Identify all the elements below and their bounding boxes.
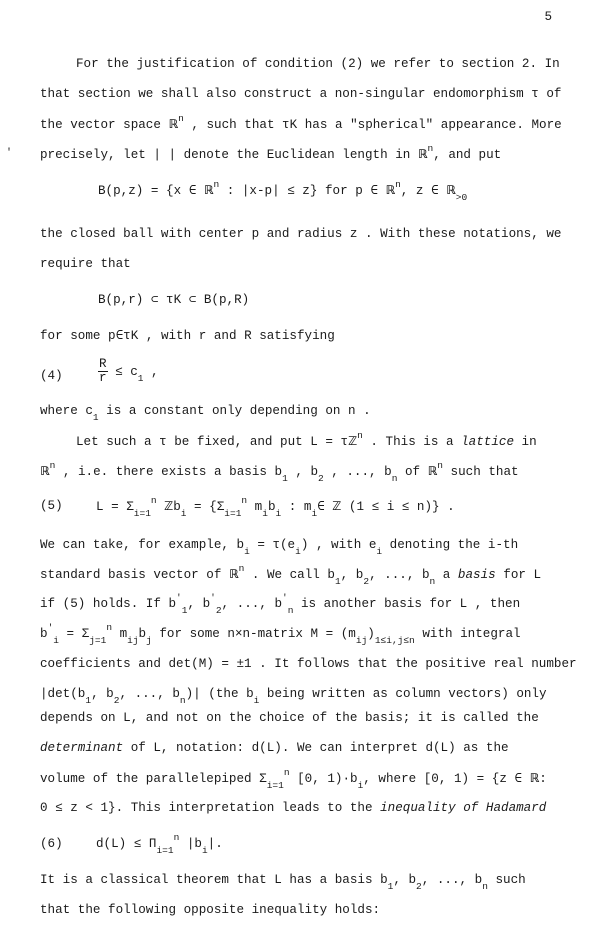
text-line: coefficients and det(M) = ±1 . It follows that the positive real number [40, 657, 577, 671]
text-line: $|\det(b_1$, $b_2$, ..., $b_n)|$ (the $b_i$ being written as column vectors) only [40, 687, 547, 706]
text-line: determinant of L, notation: d(L). We can interpret d(L) as the [40, 741, 509, 755]
text-line: ℝ$^n$ , i.e. there exists a basis $b_1$ , $b_2$ , ..., $b_n$ of ℝ$^n$ such that [40, 460, 519, 484]
text-line: depends on L, and not on the choice of the basis; it is called the [40, 711, 539, 725]
ball-definition: B(p,z) = {x ∈ ℝ$^n$ : |x-p| ≤ z} for p ∈ ℝ$^n$, z ∈ ℝ$_{>0}$ [98, 179, 468, 203]
margin-mark: ' [6, 148, 13, 159]
text-line: where $c_1$ is a constant only depending on n . [40, 404, 371, 423]
text-line: that section we shall also construct a non-singular endomorphism τ of [40, 87, 562, 101]
text-line: We can take, for example, $b_i = \tau(e_i)$ , with $e_i$ denoting the i-th [40, 538, 519, 557]
text-line: It is a classical theorem that L has a basis $b_1$, $b_2$, ..., $b_n$ such [40, 873, 526, 892]
equation-6: $d(L) \le \Pi_{i=1}^n$ $|b_i|$. [96, 832, 223, 856]
equation-4: $\frac{R}{r}$ ≤ $c_1$ , [99, 357, 159, 385]
page-number: 5 [544, 10, 552, 24]
ball-inclusion: B(p,r) ⊂ τK ⊂ B(p,R) [98, 293, 250, 307]
equation-5: $L = \Sigma_{i=1}^n$ ℤb$_i$ = {$\Sigma_{i=1}^n$ $m_ib_i$ : $m_i\in$ ℤ (1 ≤ i ≤ n)} . [96, 495, 455, 519]
text-line: Let such a τ be fixed, and put L = τℤ$^n$ . This is a lattice in [76, 430, 537, 449]
text-line: volume of the parallelepiped $\Sigma_{i=1}^n$ [0, $1)\cdot b_i$, where [0, 1) = {z ∈ ℝ: [40, 767, 547, 791]
text-line: 0 ≤ z < 1}. This interpretation leads to the inequality of Hadamard [40, 801, 547, 815]
text-line: the closed ball with center p and radius z . With these notations, we [40, 227, 562, 241]
text-line: precisely, let | | denote the Euclidean length in ℝ$^n$, and put [40, 143, 502, 162]
text-line: if (5) holds. If $b'_1$, $b'_2$, ..., $b'_n$ is another basis for L , then [40, 592, 521, 616]
text-line: standard basis vector of ℝ$^n$ . We call $b_1$, $b_2$, ..., $b_n$ a basis for L [40, 563, 542, 587]
text-line: the vector space ℝ$^n$ , such that τK has a "spherical" appearance. More [40, 113, 562, 132]
equation-label: (5) [40, 499, 63, 513]
equation-label: (6) [40, 837, 63, 851]
text-line: $b'_i = \Sigma_{j=1}^n$ $m_{ij}b_j$ for some n×n-matrix $M = (m_{ij})_{1\le i,j\le n}$ with integral [40, 622, 521, 646]
equation-label: (4) [40, 369, 63, 383]
text-line: that the following opposite inequality holds: [40, 903, 381, 917]
text-line: for some p∈τK , with r and R satisfying [40, 329, 335, 343]
text-line: require that [40, 257, 131, 271]
text-line: For the justification of condition (2) we refer to section 2. In [76, 57, 560, 71]
